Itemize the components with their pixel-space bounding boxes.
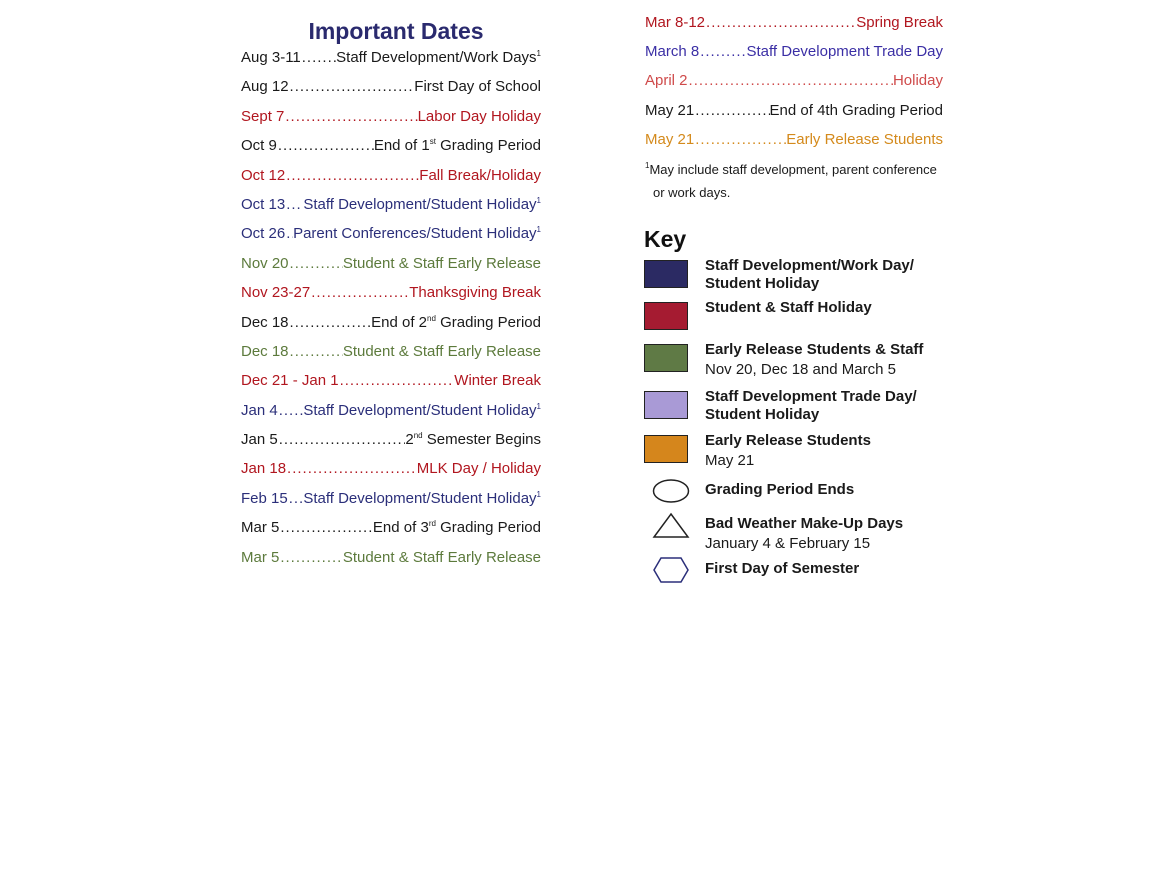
date-row	[241, 225, 541, 254]
leader-dots	[339, 372, 455, 389]
ellipse-shape	[654, 480, 689, 502]
date-row	[241, 460, 541, 489]
ordinal-suffix: rd	[428, 519, 436, 529]
leader-dots	[289, 78, 415, 95]
leader-dots	[286, 460, 417, 477]
leader-dots	[277, 137, 374, 154]
triangle-icon	[652, 512, 692, 542]
event-text-tail: Grading Period	[435, 313, 541, 331]
key-label-bold-line2: Student Holiday	[705, 406, 820, 423]
date-row	[241, 402, 541, 431]
event-text: End of 4th Grading Period	[769, 101, 943, 119]
event-text: Labor Day Holiday	[417, 107, 541, 125]
date-row	[241, 431, 541, 460]
event-label	[343, 343, 541, 360]
footnote-ref: 1	[536, 225, 541, 235]
event-text: Parent Conferences/Student Holiday	[293, 225, 537, 243]
date-label: Dec 18	[241, 313, 289, 331]
event-label	[293, 225, 541, 242]
event-label	[893, 72, 943, 89]
key-label	[705, 388, 917, 424]
date-label: Mar 8-12	[645, 14, 706, 31]
event-text: MLK Day / Holiday	[416, 460, 541, 478]
ordinal-suffix: nd	[413, 431, 423, 441]
leader-dots	[301, 49, 336, 66]
leader-dots	[699, 43, 746, 60]
event-text: Fall Break/Holiday	[419, 166, 541, 184]
date-label: Nov 20	[241, 254, 289, 272]
leader-dots	[279, 549, 342, 566]
key-label	[705, 560, 859, 578]
important-dates-list	[241, 18, 541, 578]
right-date-rows	[645, 14, 943, 160]
color-swatch	[644, 302, 688, 330]
footnote-line-1: May include staff development, parent conference	[649, 161, 937, 177]
event-label	[409, 284, 541, 301]
key-label-bold-line2: Student Holiday	[705, 275, 820, 292]
leader-dots	[289, 343, 343, 360]
date-label: Jan 4	[241, 401, 278, 419]
date-label: Dec 18	[241, 342, 289, 360]
key-label-bold: Early Release Students & Staff	[705, 341, 924, 358]
event-label	[374, 137, 541, 154]
date-label: May 21	[645, 130, 695, 148]
date-row	[241, 314, 541, 343]
event-text: Early Release Students	[786, 130, 943, 148]
event-text: End of 1	[373, 137, 430, 155]
date-label: Oct 13	[241, 195, 286, 213]
ordinal-suffix: st	[429, 137, 436, 147]
key-note: May 21	[705, 452, 755, 469]
event-label	[419, 167, 541, 184]
footnote-ref: 1	[536, 195, 541, 205]
footnote	[645, 158, 943, 204]
date-row	[241, 490, 541, 519]
date-row	[241, 78, 541, 107]
key-label	[705, 515, 903, 553]
key-label-bold: Grading Period Ends	[705, 481, 855, 498]
footnote-ref: 1	[536, 401, 541, 411]
event-label	[770, 102, 943, 119]
color-swatch	[644, 435, 688, 463]
leader-dots	[289, 314, 372, 331]
date-row	[241, 137, 541, 166]
date-row	[645, 72, 943, 101]
event-label	[747, 43, 944, 60]
leader-dots	[285, 167, 419, 184]
date-label: Mar 5	[241, 519, 280, 537]
date-label: Sept 7	[241, 107, 285, 125]
date-row	[241, 255, 541, 284]
key-label-bold: Staff Development Trade Day/	[705, 388, 917, 405]
color-swatch	[644, 344, 688, 372]
leader-dots	[289, 255, 343, 272]
footnote-ref: 1	[536, 49, 541, 58]
event-text: End of 3	[372, 519, 429, 537]
event-text: Student & Staff Early Release	[342, 254, 541, 272]
key-label-bold: Early Release Students	[705, 432, 871, 449]
date-label: Dec 21 - Jan 1	[241, 372, 339, 390]
key-label-bold: First Day of Semester	[705, 560, 860, 577]
event-text: End of 2	[371, 313, 428, 331]
leader-dots	[688, 72, 893, 89]
event-text-tail: Grading Period	[435, 137, 541, 155]
leader-dots	[694, 102, 769, 119]
date-row	[241, 49, 541, 78]
date-label: May 21	[645, 101, 695, 119]
leader-dots	[310, 284, 409, 301]
event-label	[373, 519, 541, 536]
leader-dots	[278, 402, 304, 419]
event-label	[371, 314, 541, 331]
event-text: Thanksgiving Break	[409, 284, 541, 302]
key-label	[705, 432, 871, 470]
page-title: Important Dates	[308, 18, 484, 44]
event-text-tail: Semester Begins	[422, 431, 541, 449]
ordinal-suffix: nd	[427, 313, 436, 323]
date-row	[241, 196, 541, 225]
date-label: Nov 23-27	[241, 284, 311, 302]
key-label	[705, 341, 923, 379]
color-swatch	[644, 391, 688, 419]
key-note: Nov 20, Dec 18 and March 5	[705, 361, 896, 378]
date-row	[241, 284, 541, 313]
key-label-bold: Bad Weather Make-Up Days	[705, 515, 904, 532]
left-date-rows	[241, 49, 541, 578]
event-label	[336, 49, 541, 66]
event-text-tail: Grading Period	[435, 519, 541, 537]
date-row	[241, 108, 541, 137]
date-label: Feb 15	[241, 489, 288, 507]
event-label	[786, 131, 943, 148]
key-label	[705, 257, 914, 293]
color-swatch	[644, 260, 688, 288]
event-text: Holiday	[892, 72, 943, 90]
footnote-marker: 1	[645, 160, 650, 170]
event-label	[417, 460, 541, 477]
event-text: 2	[405, 431, 414, 449]
date-row	[241, 372, 541, 401]
hexagon-shape	[654, 558, 688, 582]
event-text: Student & Staff Early Release	[342, 342, 541, 360]
event-text: Student & Staff Early Release	[342, 548, 541, 566]
date-label: Oct 26	[241, 225, 286, 243]
event-label	[343, 549, 541, 566]
leader-dots	[705, 14, 856, 31]
event-label	[303, 490, 541, 507]
event-text: Staff Development/Student Holiday	[303, 401, 537, 419]
date-row	[241, 519, 541, 548]
key-title: Key	[644, 226, 687, 252]
leader-dots	[288, 490, 304, 507]
event-text: Spring Break	[856, 14, 943, 31]
date-label: Oct 9	[241, 137, 277, 155]
event-label	[414, 78, 541, 95]
event-label	[303, 196, 541, 213]
leader-dots	[278, 431, 406, 448]
important-dates-list-continued	[645, 14, 943, 204]
event-label	[856, 14, 943, 31]
event-text: Winter Break	[454, 372, 541, 390]
event-text: Staff Development/Work Days	[336, 49, 537, 66]
date-label: Aug 3-11	[241, 49, 301, 66]
event-label	[303, 402, 541, 419]
event-label	[418, 108, 541, 125]
key-label	[705, 481, 854, 499]
leader-dots	[285, 196, 303, 213]
key-label-bold: Student & Staff Holiday	[705, 299, 872, 316]
date-label: Aug 12	[241, 78, 289, 96]
footnote-ref: 1	[536, 489, 541, 499]
footnote-line-2: or work days.	[653, 184, 731, 200]
date-label: April 2	[645, 72, 688, 90]
event-text: Staff Development Trade Day	[746, 43, 943, 61]
date-label: Mar 5	[241, 548, 280, 566]
event-text: Staff Development/Student Holiday	[303, 195, 537, 213]
triangle-shape	[654, 514, 688, 537]
key-note: January 4 & February 15	[705, 535, 871, 552]
date-row	[241, 549, 541, 578]
date-row	[645, 131, 943, 160]
date-row	[241, 167, 541, 196]
event-label	[343, 255, 541, 272]
key-label-bold: Staff Development/Work Day/	[705, 257, 914, 274]
date-label: Jan 5	[241, 431, 278, 449]
date-row	[645, 43, 943, 72]
ellipse-icon	[652, 476, 692, 506]
date-label: Jan 18	[241, 460, 287, 478]
leader-dots	[694, 131, 786, 148]
hexagon-icon	[652, 555, 692, 585]
leader-dots	[279, 519, 373, 536]
date-label: Oct 12	[241, 166, 286, 184]
event-text: Staff Development/Student Holiday	[303, 489, 537, 507]
event-label	[405, 431, 541, 448]
date-row	[645, 102, 943, 131]
event-label	[454, 372, 541, 389]
leader-dots	[285, 225, 293, 242]
date-label: March 8	[645, 43, 700, 61]
event-text: First Day of School	[414, 78, 541, 96]
leader-dots	[284, 108, 417, 125]
key-label	[705, 299, 872, 317]
date-row	[241, 343, 541, 372]
date-row	[645, 14, 943, 43]
